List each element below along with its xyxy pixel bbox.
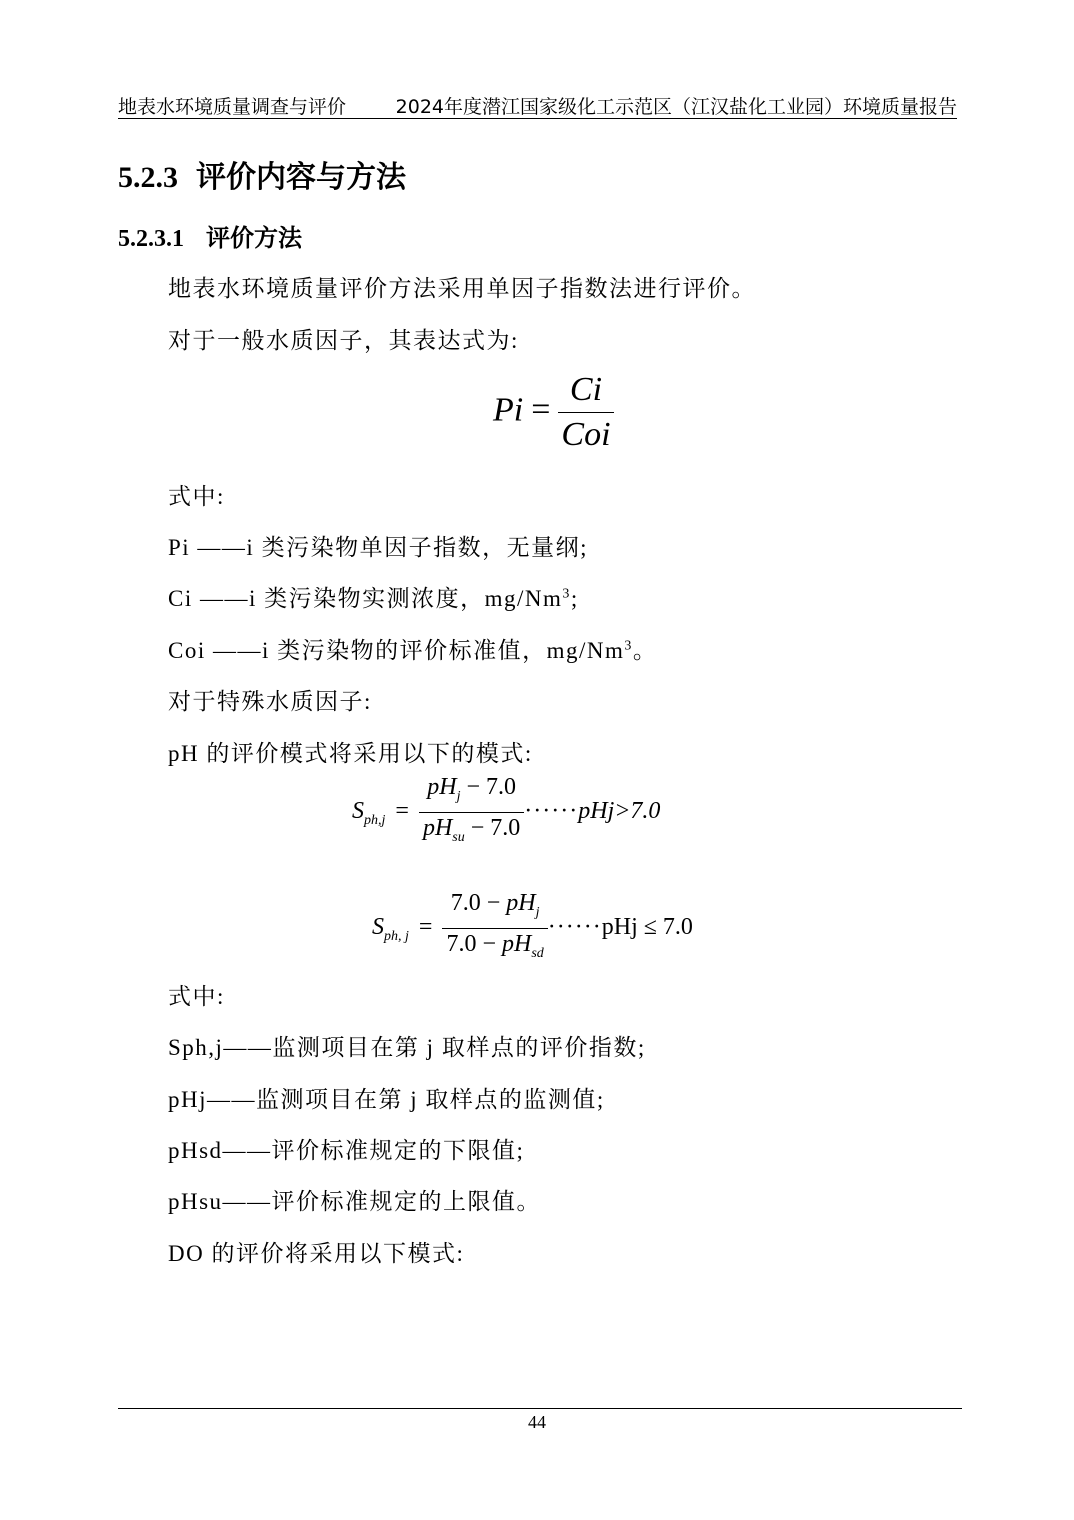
definition-phsd: pHsd——评价标准规定的下限值; — [168, 1138, 525, 1163]
formula-lhs: Pi — [493, 391, 524, 429]
where-label-1: 式中: — [168, 484, 225, 509]
ph-term: pH — [422, 815, 453, 841]
superscript: 3 — [624, 638, 633, 654]
formula-ph-above-7 — [352, 772, 660, 853]
formula-fraction — [419, 772, 524, 853]
constant-term: − 7.0 — [464, 815, 521, 841]
definition-ci-text: Ci ——i 类污染物实测浓度，mg/Nm — [168, 586, 563, 611]
section-heading — [118, 152, 406, 196]
paragraph-ph-intro: pH 的评价模式将采用以下的模式: — [168, 741, 533, 766]
formula-equals: = — [531, 391, 551, 429]
formula-s: S — [372, 914, 384, 941]
subsection-heading — [118, 218, 302, 253]
subscript: su — [452, 830, 465, 845]
ph-term: pH — [501, 931, 532, 957]
formula-dots: ······ — [524, 798, 579, 825]
formula-ph-at-most-7 — [372, 888, 693, 969]
formula-fraction — [442, 888, 547, 969]
definition-coi-text: Coi ——i 类污染物的评价标准值，mg/Nm — [168, 638, 625, 663]
definition-coi-end: 。 — [632, 638, 658, 663]
subscript: j — [456, 789, 461, 804]
ph-term: pH — [427, 774, 457, 800]
formula-equals: = — [395, 798, 409, 825]
section-title: 评价内容与方法 — [196, 161, 406, 194]
definition-ci-end: ; — [570, 586, 579, 611]
formula-s-subscript: ph,j — [364, 813, 386, 829]
constant-term: 7.0 − — [450, 890, 507, 916]
running-header-right: 2024年度潜江国家级化工示范区（江汉盐化工业园）环境质量报告 — [395, 96, 957, 118]
formula-condition: pHj>7.0 — [578, 798, 661, 825]
formula-dots: ······ — [547, 914, 602, 941]
formula-equals: = — [418, 914, 433, 941]
formula-fraction — [558, 368, 613, 457]
paragraph-special-factor: 对于特殊水质因子: — [168, 689, 372, 714]
definition-phsu: pHsu——评价标准规定的上限值。 — [168, 1189, 542, 1214]
formula-condition: pHj ≤ 7.0 — [601, 914, 693, 941]
definition-phj: pHj——监测项目在第 j 取样点的监测值; — [168, 1087, 605, 1112]
definition-coi — [168, 632, 657, 665]
formula-single-factor-index — [493, 368, 614, 457]
subscript: sd — [531, 946, 544, 961]
ph-term: pH — [506, 890, 536, 916]
page-number: 44 — [528, 1412, 546, 1432]
running-header-left: 地表水环境质量调查与评价 — [118, 96, 347, 118]
subsection-number: 5.2.3.1 — [118, 226, 184, 252]
formula-denominator — [442, 929, 547, 969]
formula-numerator — [447, 888, 544, 928]
superscript: 3 — [562, 586, 571, 602]
footer-rule — [118, 1408, 962, 1409]
formula-s-subscript: ph, j — [384, 929, 409, 945]
definition-sph: Sph,j——监测项目在第 j 取样点的评价指数; — [168, 1035, 646, 1060]
paragraph-method: 地表水环境质量评价方法采用单因子指数法进行评价。 — [168, 276, 756, 301]
paragraph-general-factor: 对于一般水质因子，其表达式为: — [168, 328, 519, 353]
constant-term: − 7.0 — [460, 774, 516, 800]
formula-numerator: Ci — [569, 371, 603, 408]
formula-denominator: Coi — [561, 416, 611, 453]
definition-ci — [168, 580, 579, 613]
formula-numerator — [423, 772, 520, 812]
formula-s: S — [352, 798, 364, 825]
section-number: 5.2.3 — [118, 161, 178, 194]
formula-denominator — [419, 813, 524, 853]
definition-pi: Pi ——i 类污染物单因子指数，无量纲; — [168, 535, 588, 560]
header-rule — [118, 118, 957, 119]
paragraph-do-intro: DO 的评价将采用以下模式: — [168, 1241, 465, 1266]
subsection-title: 评价方法 — [206, 226, 302, 252]
where-label-2: 式中: — [168, 984, 225, 1009]
subscript: j — [535, 905, 540, 920]
constant-term: 7.0 − — [446, 931, 502, 957]
